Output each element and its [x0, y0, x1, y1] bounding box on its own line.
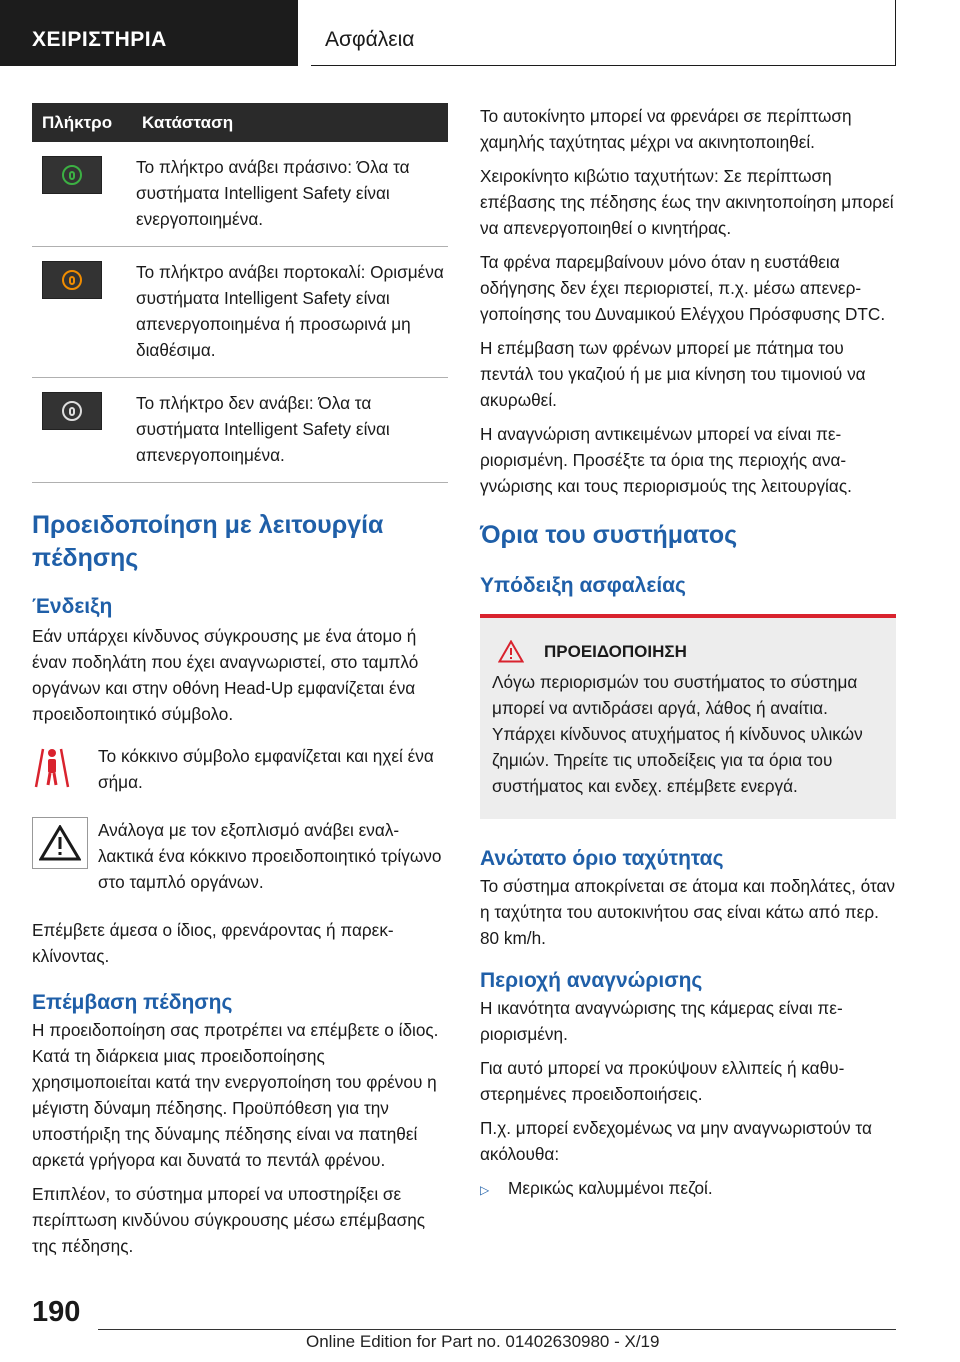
subheading-area: Περιοχή αναγνώρισης [480, 969, 703, 992]
pedestrian-warning-text: Το κόκκινο σύμβολο εμφανίζεται και ηχεί ένα σήμα. [98, 746, 434, 792]
table-cell-status: Το πλήκτρο ανάβει πορτοκαλί: Ορισμένα συστήματα Intelligent Safety είναι απενεργοποιημένα ή προσωρινά μη διαθέσιμα. [132, 247, 448, 378]
list-item-text: Μερικώς καλυμμένοι πεζοί. [508, 1178, 713, 1198]
table-cell-status: Το πλήκτρο ανάβει πράσινο: Όλα τα συστήματα Intelligent Safety είναι ενεργοποιημένα. [132, 142, 448, 247]
warning-triangle-icon [39, 825, 81, 861]
paragraph-area-1: Η ικανότητα αναγνώρισης της κάμερας είναι περιορισμένη. [480, 998, 843, 1044]
section-title: ΧΕΙΡΙΣΤΗΡΙΑ [0, 0, 298, 66]
warning-title: ΠΡΟΕΙΔΟΠΟΙΗΣΗ [544, 641, 687, 661]
warning-triangle-icon [498, 640, 524, 663]
intelligent-safety-button-icon [42, 156, 102, 194]
paragraph-1: Το αυτοκίνητο μπορεί να φρενάρει σε περίπτωση χαμηλής ταχύτητας μέχρι να ακινητοποιηθεί. [480, 106, 852, 152]
paragraph-brake-2: Επιπλέον, το σύστημα μπορεί να υποστηρίξει σε περίπτωση κινδύνου σύγκρουσης μέσω επέμβασης της πέδησης. [32, 1184, 426, 1256]
subheading-indication: Ένδειξη [32, 595, 113, 618]
subheading-speed: Ανώτατο όριο ταχύτητας [480, 847, 724, 870]
paragraph-indication: Εάν υπάρχει κίνδυνος σύγκρουσης με ένα άτομο ή έναν ποδηλάτη που έχει αναγνωριστεί, στο ταμπλό οργάνων και στην οθόνη Head-Up εμφανίζεται ένα προειδοποιητικό σύμβολο. [32, 626, 419, 724]
intelligent-safety-button-icon [42, 392, 102, 430]
paragraph-4: Η επέμβαση των φρένων μπορεί με πάτημα του πεντάλ του γκαζιού ή με μια κίνηση του τιμονιού να ακυρωθεί. [480, 338, 866, 410]
section-heading-limits: Όρια του συστήματος [480, 521, 738, 549]
paragraph-2: Χειροκίνητο κιβώτιο ταχυτήτων: Σε περίπτωση επέβασης της πέδησης έως την ακινητοποίηση μπορεί να απενεργοποιηθεί ο κινητήρας. [480, 166, 894, 238]
right-column [480, 103, 896, 1203]
table-row [32, 142, 448, 247]
list-arrow-icon: ▷ [480, 1183, 490, 1197]
paragraph-speed: Το σύστημα αποκρίνεται σε άτομα και ποδηλάτες, όταν η ταχύτητα του αυτοκινήτου σας είναι κάτω από περ. 80 km/h. [480, 876, 896, 948]
pedestrian-warning-icon [32, 743, 72, 789]
subheading-brake: Επέμβαση πέδησης [32, 991, 233, 1014]
paragraph-area-3: Π.χ. μπορεί ενδεχομένως να μην αναγνωριστούν τα ακόλουθα: [480, 1118, 872, 1164]
table-row [32, 378, 448, 483]
triangle-warning-text: Ανάλογα με τον εξοπλισμό ανάβει εναλλακτικά ένα κόκκινο προειδοποιητικό τρίγωνο στο ταμπλό οργάνων. [98, 820, 442, 892]
page-header [0, 0, 960, 66]
footer-text: Online Edition for Part no. 01402630980 - X/19 [306, 1332, 660, 1351]
section-heading-warning: Προειδοποίηση με λειτουργία πέδησης [32, 511, 384, 572]
paragraph-area-2: Για αυτό μπορεί να προκύψουν ελλιπείς ή καθυστερημένες προειδοποιήσεις. [480, 1058, 845, 1104]
list-item [480, 1175, 896, 1203]
paragraph-brake-1: Η προειδοποίηση σας προτρέπει να επέμβετε ο ίδιος. Κατά τη διάρκεια μιας προειδοποίησης χρησιμοποιείται κατά την ενεργοποίηση του φρένου η μέγιστη δύναμη πέδησης. Προϋπόθεση για την υποστήριξη της δύναμης πέδησης είναι να πατηθεί αρκετά γρήγορα και δυνατά το πεντάλ φρένου. [32, 1020, 439, 1170]
subheading-safety: Υπόδειξη ασφαλείας [480, 574, 686, 597]
intelligent-safety-button-icon [42, 261, 102, 299]
chapter-title: Ασφάλεια [311, 0, 896, 66]
table-header-status: Κατάσταση [132, 103, 448, 142]
table-row [32, 247, 448, 378]
table-cell-status: Το πλήκτρο δεν ανάβει: Όλα τα συστήματα Intelligent Safety είναι απενεργοποιημένα. [132, 378, 448, 483]
paragraph-5: Η αναγνώριση αντικειμένων μπορεί να είναι περιορισμένη. Προσέξτε τα όρια της περιοχής αναγνώρισης και τους περιορισμούς της λειτουργίας. [480, 424, 852, 496]
page-number: 190 [32, 1296, 81, 1328]
warning-text: Λόγω περιορισμών του συστήματος το σύστημα μπορεί να αντιδράσει αργά, λάθος ή αναίτια. Υπάρχει κίνδυνος ατυχήματος ή κίνδυνος υλικών ζημιών. Τηρείτε τις υποδείξεις για τα όρια του συστήματος και ενδεχ. επέμβετε ενεργά. [492, 672, 863, 796]
table-header-button: Πλήκτρο [32, 103, 132, 142]
button-status-table [32, 103, 448, 483]
warning-box [480, 614, 896, 819]
paragraph-intervene: Επέμβετε άμεσα ο ίδιος, φρενάροντας ή παρεκκλίνοντας. [32, 920, 394, 966]
pedestrian-warning-row [32, 743, 448, 803]
triangle-warning-row [32, 817, 448, 903]
table-header-row [32, 103, 448, 142]
footer-divider [98, 1329, 896, 1330]
paragraph-3: Τα φρένα παρεμβαίνουν μόνο όταν η ευστάθεια οδήγησης δεν έχει περιοριστεί, π.χ. μέσω απενεργοποίησης του Δυναμικού Ελέγχου Πρόσφυσης DTC. [480, 252, 886, 324]
left-column [32, 103, 448, 1267]
